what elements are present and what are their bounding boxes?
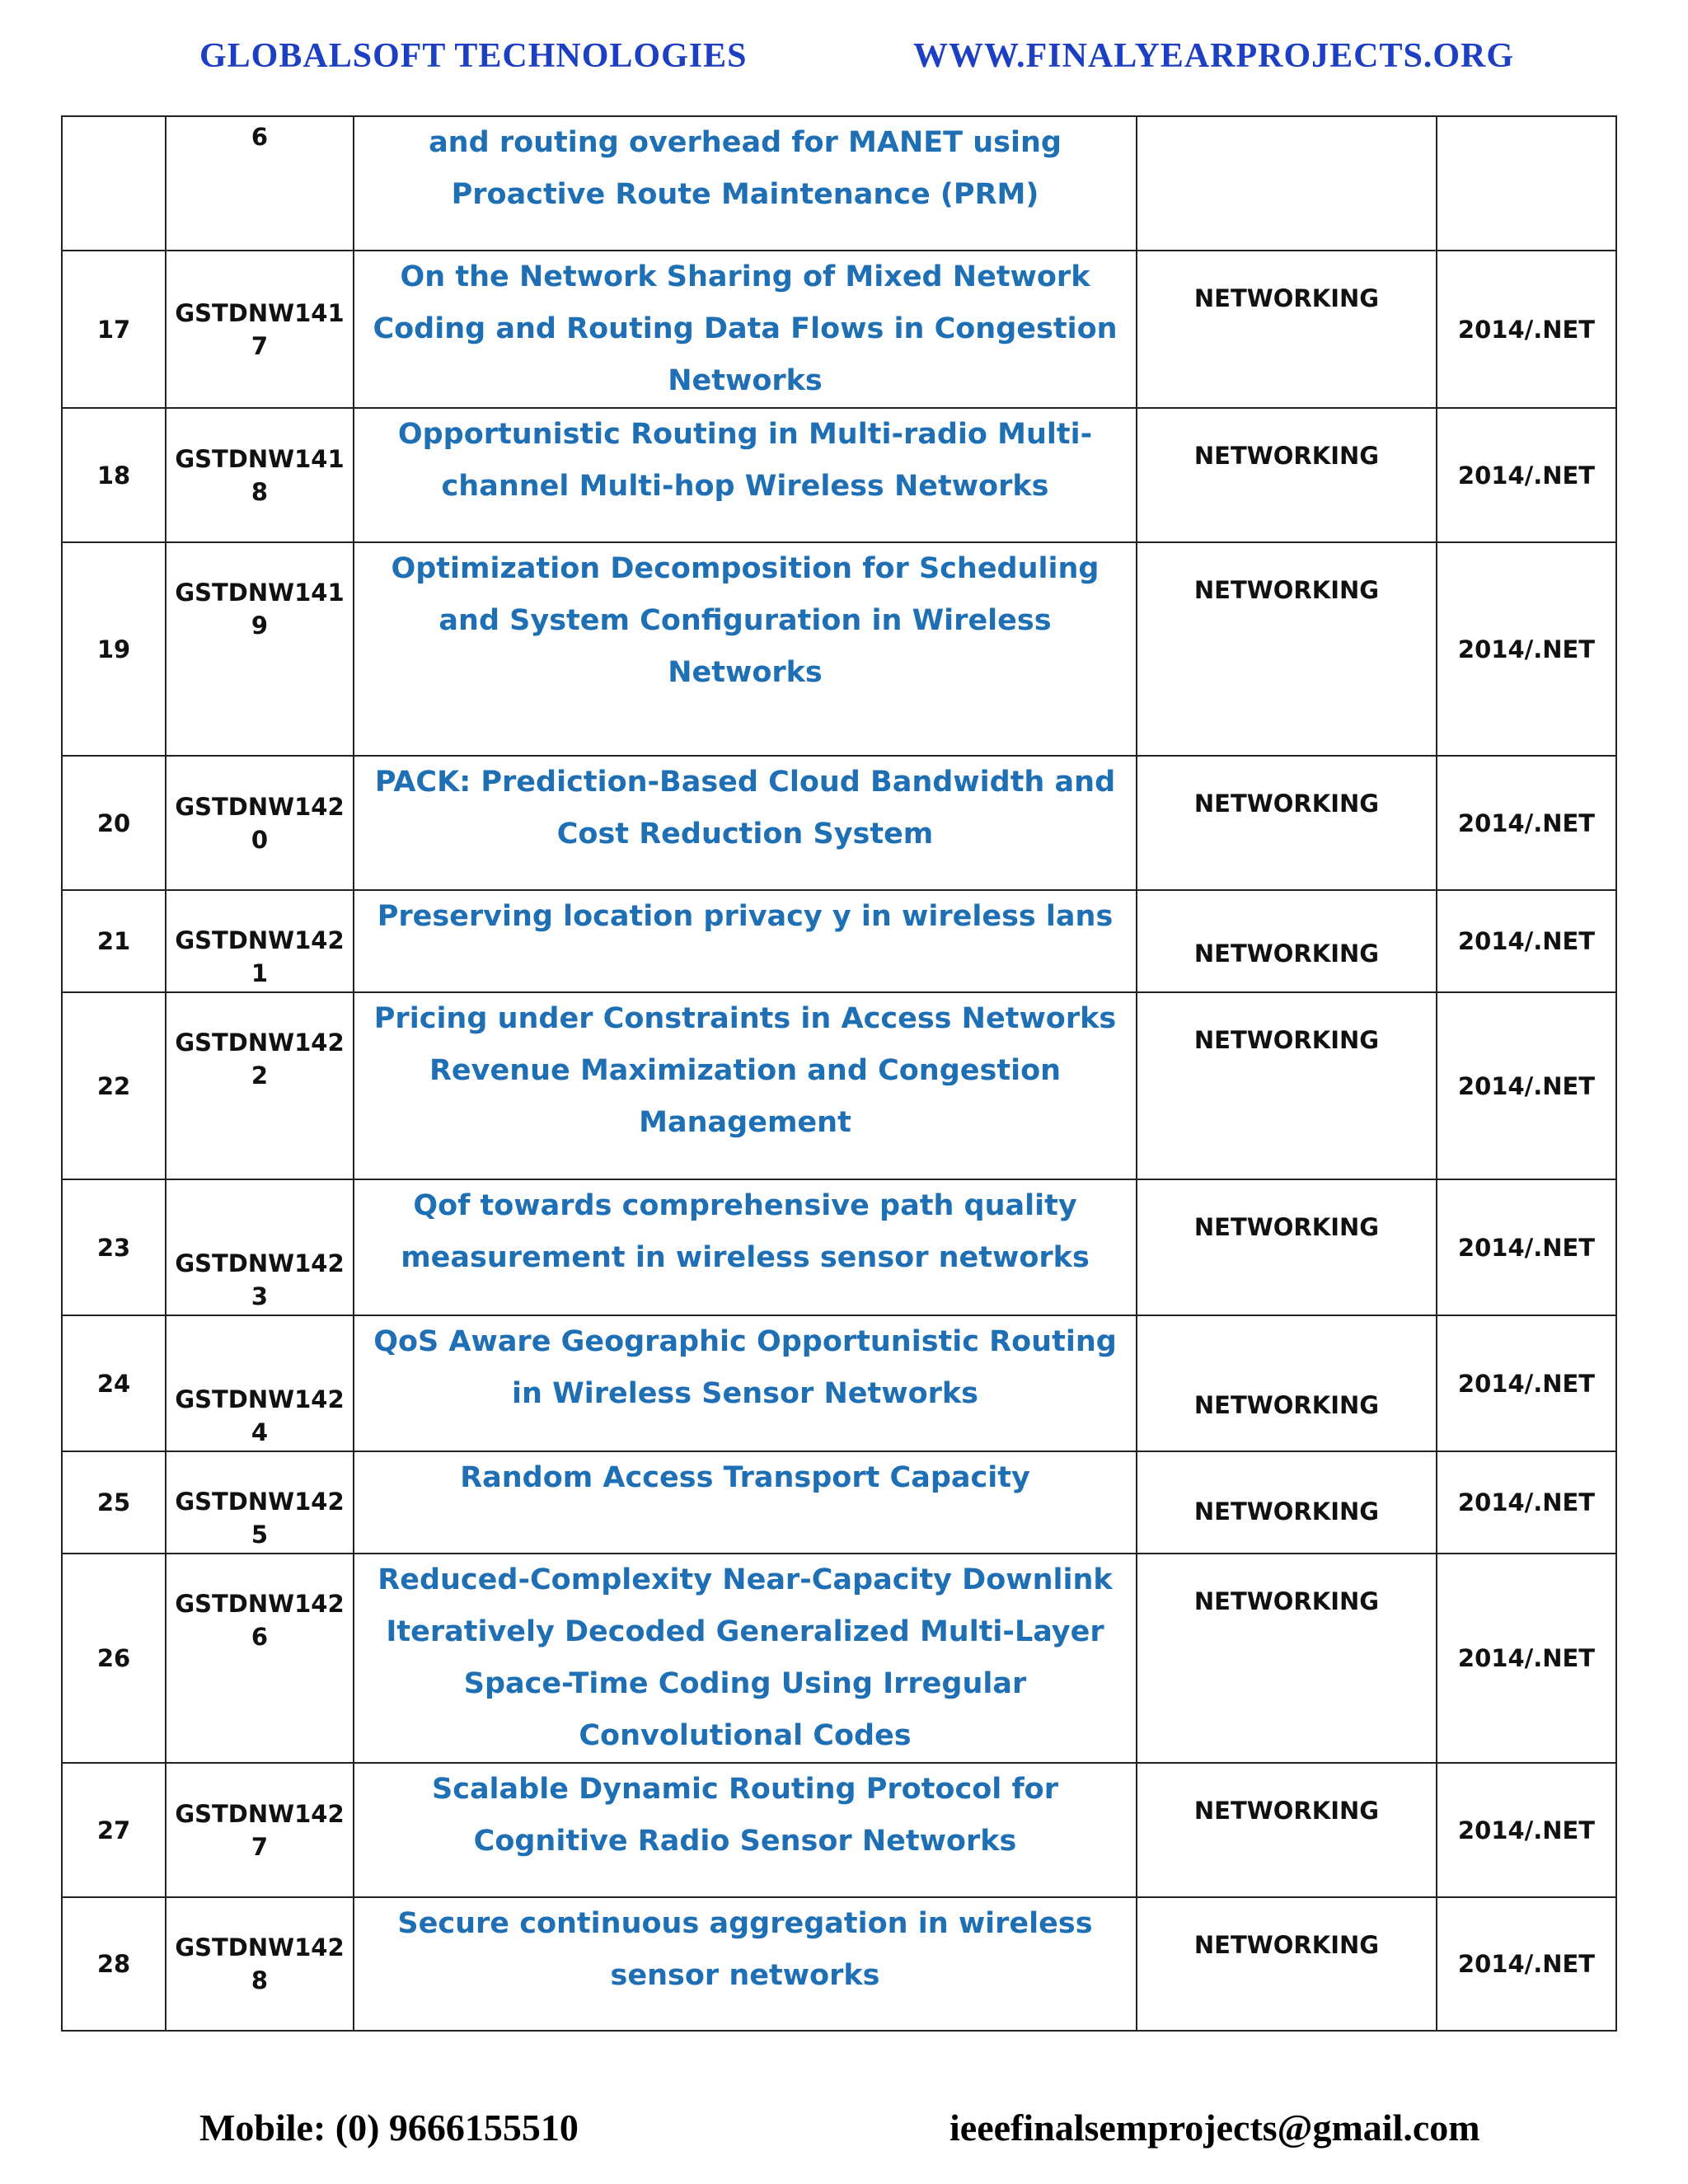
project-title[interactable]: Reduced-Complexity Near-Capacity Downlink Iteratively Decoded Generalized Multi-Layer Space-Time Coding Using Irregular Convolutional Codes [377, 1563, 1113, 1752]
year-technology-cell [1437, 116, 1616, 251]
year-technology-cell: 2014/.NET [1437, 1763, 1616, 1897]
table-row [62, 1451, 1616, 1554]
table-row [62, 116, 1616, 251]
serial-number-cell: 25 [62, 1451, 166, 1554]
year-technology-cell: 2014/.NET [1437, 1554, 1616, 1763]
table-row [62, 890, 1616, 992]
table-row [62, 1897, 1616, 2031]
project-title[interactable]: and routing overhead for MANET using Proactive Route Maintenance (PRM) [429, 126, 1062, 211]
domain-cell: NETWORKING [1137, 1315, 1437, 1451]
table-row [62, 542, 1616, 756]
table-row [62, 408, 1616, 542]
domain-cell: NETWORKING [1137, 251, 1437, 408]
domain-cell: NETWORKING [1137, 542, 1437, 756]
project-title-cell [354, 1554, 1137, 1763]
project-code: GSTDNW142 5 [175, 1488, 345, 1549]
table-row [62, 1554, 1616, 1763]
project-title-cell [354, 1897, 1137, 2031]
domain-cell: NETWORKING [1137, 1451, 1437, 1554]
project-title-cell [354, 1179, 1137, 1315]
serial-number-cell: 23 [62, 1179, 166, 1315]
project-title[interactable]: QoS Aware Geographic Opportunistic Routing in Wireless Sensor Networks [373, 1325, 1117, 1410]
project-title-cell [354, 992, 1137, 1179]
serial-number-cell: 18 [62, 408, 166, 542]
project-code-cell [166, 992, 354, 1179]
email-address[interactable]: ieeefinalsemprojects@gmail.com [950, 2107, 1480, 2149]
project-title[interactable]: Secure continuous aggregation in wireless sensor networks [397, 1907, 1093, 1992]
serial-number-cell: 17 [62, 251, 166, 408]
project-code-cell [166, 756, 354, 890]
project-code: GSTDNW142 8 [175, 1933, 345, 1994]
project-code-cell [166, 1451, 354, 1554]
project-code: GSTDNW141 8 [175, 444, 345, 506]
table-row [62, 1763, 1616, 1897]
website-link[interactable]: WWW.FINALYEARPROJECTS.ORG [913, 37, 1515, 75]
project-code: GSTDNW142 0 [175, 792, 345, 854]
page-header [0, 36, 1688, 86]
project-title[interactable]: Scalable Dynamic Routing Protocol for Cognitive Radio Sensor Networks [431, 1773, 1058, 1858]
project-code: GSTDNW141 7 [175, 298, 345, 360]
project-code: GSTDNW142 2 [175, 1029, 345, 1090]
serial-number-cell: 28 [62, 1897, 166, 2031]
year-technology-cell: 2014/.NET [1437, 1179, 1616, 1315]
project-title-cell [354, 1451, 1137, 1554]
year-technology-cell: 2014/.NET [1437, 890, 1616, 992]
table-row [62, 756, 1616, 890]
project-code-cell [166, 251, 354, 408]
serial-number-cell: 24 [62, 1315, 166, 1451]
project-code-cell [166, 1179, 354, 1315]
project-title-cell [354, 542, 1137, 756]
year-technology-cell: 2014/.NET [1437, 408, 1616, 542]
domain-cell: NETWORKING [1137, 890, 1437, 992]
domain-cell [1137, 116, 1437, 251]
project-title-cell [354, 408, 1137, 542]
year-technology-cell: 2014/.NET [1437, 542, 1616, 756]
year-technology-cell: 2014/.NET [1437, 1451, 1616, 1554]
project-title[interactable]: Random Access Transport Capacity [460, 1461, 1030, 1494]
project-title[interactable]: Optimization Decomposition for Scheduling and System Configuration in Wireless Networks [391, 552, 1100, 689]
domain-cell: NETWORKING [1137, 1897, 1437, 2031]
project-code-cell [166, 1897, 354, 2031]
serial-number-cell: 26 [62, 1554, 166, 1763]
table-row [62, 1315, 1616, 1451]
project-code-cell [166, 542, 354, 756]
serial-number-cell: 22 [62, 992, 166, 1179]
domain-cell: NETWORKING [1137, 992, 1437, 1179]
project-code-cell [166, 116, 354, 251]
project-title[interactable]: On the Network Sharing of Mixed Network Coding and Routing Data Flows in Congestion Networks [373, 260, 1118, 397]
table-row [62, 1179, 1616, 1315]
year-technology-cell: 2014/.NET [1437, 251, 1616, 408]
year-technology-cell: 2014/.NET [1437, 1897, 1616, 2031]
project-code-cell [166, 1315, 354, 1451]
year-technology-cell: 2014/.NET [1437, 992, 1616, 1179]
project-title[interactable]: Pricing under Constraints in Access Networks Revenue Maximization and Congestion Management [373, 1002, 1117, 1139]
project-title[interactable]: Qof towards comprehensive path quality measurement in wireless sensor networks [401, 1189, 1090, 1274]
mobile-number: Mobile: (0) 9666155510 [199, 2107, 579, 2149]
project-title-cell [354, 756, 1137, 890]
serial-number-cell: 21 [62, 890, 166, 992]
serial-number-cell [62, 116, 166, 251]
project-code: GSTDNW142 3 [175, 1249, 345, 1310]
project-code-cell [166, 408, 354, 542]
domain-cell: NETWORKING [1137, 408, 1437, 542]
project-code: 6 [251, 123, 269, 151]
project-title-cell [354, 251, 1137, 408]
serial-number-cell: 27 [62, 1763, 166, 1897]
project-code: GSTDNW142 6 [175, 1590, 345, 1651]
serial-number-cell: 19 [62, 542, 166, 756]
project-title-cell [354, 1315, 1137, 1451]
domain-cell: NETWORKING [1137, 1763, 1437, 1897]
project-title-cell [354, 1763, 1137, 1897]
project-title-cell [354, 116, 1137, 251]
serial-number-cell: 20 [62, 756, 166, 890]
project-title[interactable]: PACK: Prediction-Based Cloud Bandwidth and Cost Reduction System [374, 766, 1116, 851]
project-code: GSTDNW142 1 [175, 926, 345, 987]
project-code-cell [166, 1763, 354, 1897]
year-technology-cell: 2014/.NET [1437, 756, 1616, 890]
projects-table [61, 115, 1617, 2032]
table-row [62, 251, 1616, 408]
project-title[interactable]: Preserving location privacy y in wireless lans [377, 900, 1114, 933]
project-title-cell [354, 890, 1137, 992]
project-code: GSTDNW142 7 [175, 1799, 345, 1861]
projects-table-body [62, 116, 1616, 2031]
company-name: GLOBALSOFT TECHNOLOGIES [199, 37, 748, 75]
year-technology-cell: 2014/.NET [1437, 1315, 1616, 1451]
project-code: GSTDNW141 9 [175, 579, 345, 640]
domain-cell: NETWORKING [1137, 756, 1437, 890]
domain-cell: NETWORKING [1137, 1179, 1437, 1315]
project-code-cell [166, 890, 354, 992]
project-title[interactable]: Opportunistic Routing in Multi-radio Multi-channel Multi-hop Wireless Networks [397, 418, 1093, 503]
project-code-cell [166, 1554, 354, 1763]
table-row [62, 992, 1616, 1179]
project-code: GSTDNW142 4 [175, 1385, 345, 1446]
domain-cell: NETWORKING [1137, 1554, 1437, 1763]
